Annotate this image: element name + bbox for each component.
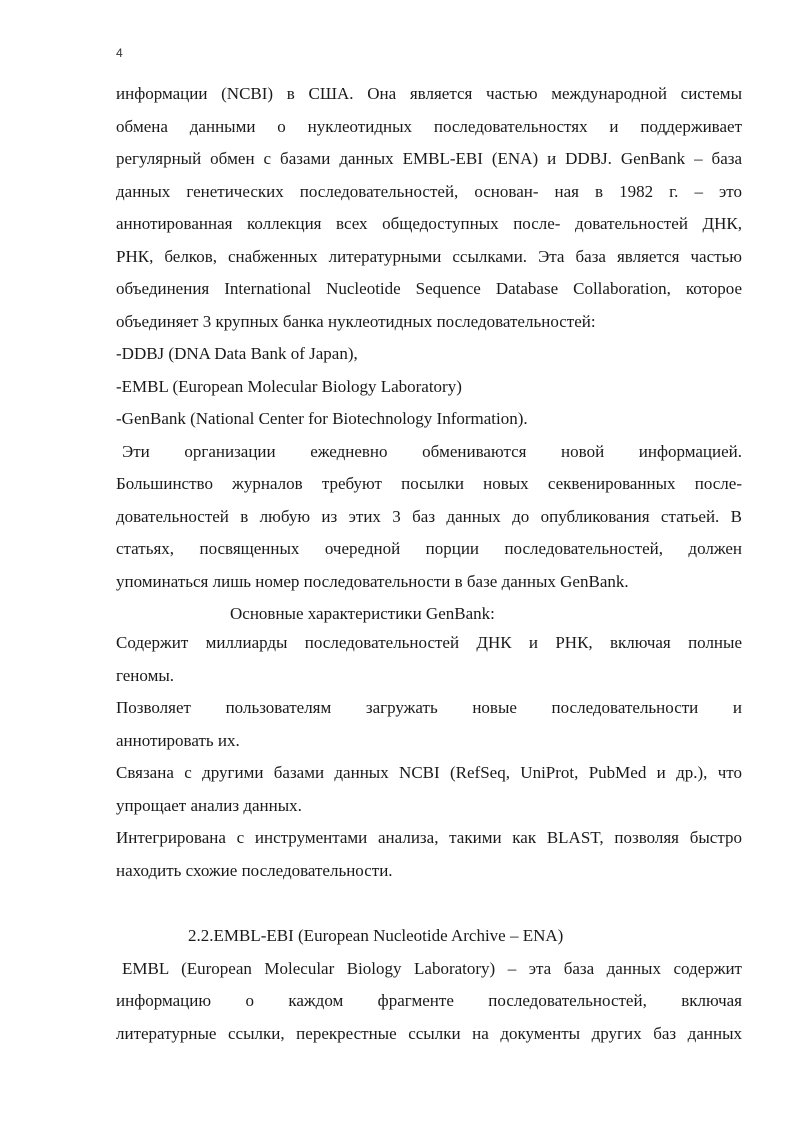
text-line: данных генетических последовательностей, основан- ная в 1982 г. – это — [116, 181, 742, 201]
text-line: обмена данными о нуклеотидных последовательностях и поддерживает — [116, 116, 742, 136]
paragraph-genbank-intro — [116, 78, 742, 631]
text-line: Связана с другими базами данных NCBI (RefSeq, UniProt, PubMed и др.), что — [116, 763, 742, 782]
text-line: объединяет 3 крупных банка нуклеотидных последовательностей: — [116, 311, 596, 331]
text-line: геномы. — [116, 665, 174, 685]
text-line: EMBL (European Molecular Biology Laboratory) – эта база данных содержит — [122, 958, 742, 978]
text-line: упоминаться лишь номер последовательности в базе данных GenBank. — [116, 571, 629, 591]
text-line: Содержит миллиарды последовательностей ДНК и РНК, включая полные — [116, 633, 742, 652]
text-line: Эти организации ежедневно обмениваются новой информацией. — [122, 441, 742, 461]
list-item-genbank: -GenBank (National Center for Biotechnology Information). — [116, 409, 528, 428]
section-heading-genbank-features: Основные характеристики GenBank: — [230, 604, 495, 623]
text-line: объединения International Nucleotide Sequence Database Collaboration, которое — [116, 279, 742, 298]
text-line: упрощает анализ данных. — [116, 795, 302, 815]
text-line: литературные ссылки, перекрестные ссылки на документы других баз данных — [116, 1023, 742, 1043]
text-line: находить схожие последовательности. — [116, 860, 393, 880]
text-line: регулярный обмен с базами данных EMBL-EBI (ENA) и DDBJ. GenBank – база — [116, 149, 742, 168]
text-line: Позволяет пользователям загружать новые последовательности и — [116, 698, 742, 717]
text-line: информацию о каждом фрагменте последовательностей, включая — [116, 991, 742, 1010]
page-number: 4 — [116, 46, 123, 60]
text-line: информации (NCBI) в США. Она является частью международной системы — [116, 84, 742, 103]
list-item-embl: -EMBL (European Molecular Biology Laboratory) — [116, 376, 462, 396]
text-line: Интегрирована с инструментами анализа, такими как BLAST, позволяя быстро — [116, 828, 742, 847]
paragraph-genbank-features — [116, 627, 742, 887]
text-line: статьях, посвященных очередной порции последовательностей, должен — [116, 539, 742, 558]
text-line: довательностей в любую из этих 3 баз данных до опубликования статьей. В — [116, 506, 742, 526]
list-item-ddbj: -DDBJ (DNA Data Bank of Japan), — [116, 344, 358, 363]
paragraph-embl-ebi — [116, 920, 742, 1050]
section-heading-embl-ebi: 2.2.EMBL-EBI (European Nucleotide Archive – ENA) — [188, 926, 564, 945]
text-line: аннотировать их. — [116, 730, 240, 750]
text-line: РНК, белков, снабженных литературными ссылками. Эта база является частью — [116, 246, 742, 266]
text-line: Большинство журналов требуют посылки новых секвенированных после- — [116, 474, 742, 493]
text-line: аннотированная коллекция всех общедоступных после- довательностей ДНК, — [116, 214, 742, 233]
